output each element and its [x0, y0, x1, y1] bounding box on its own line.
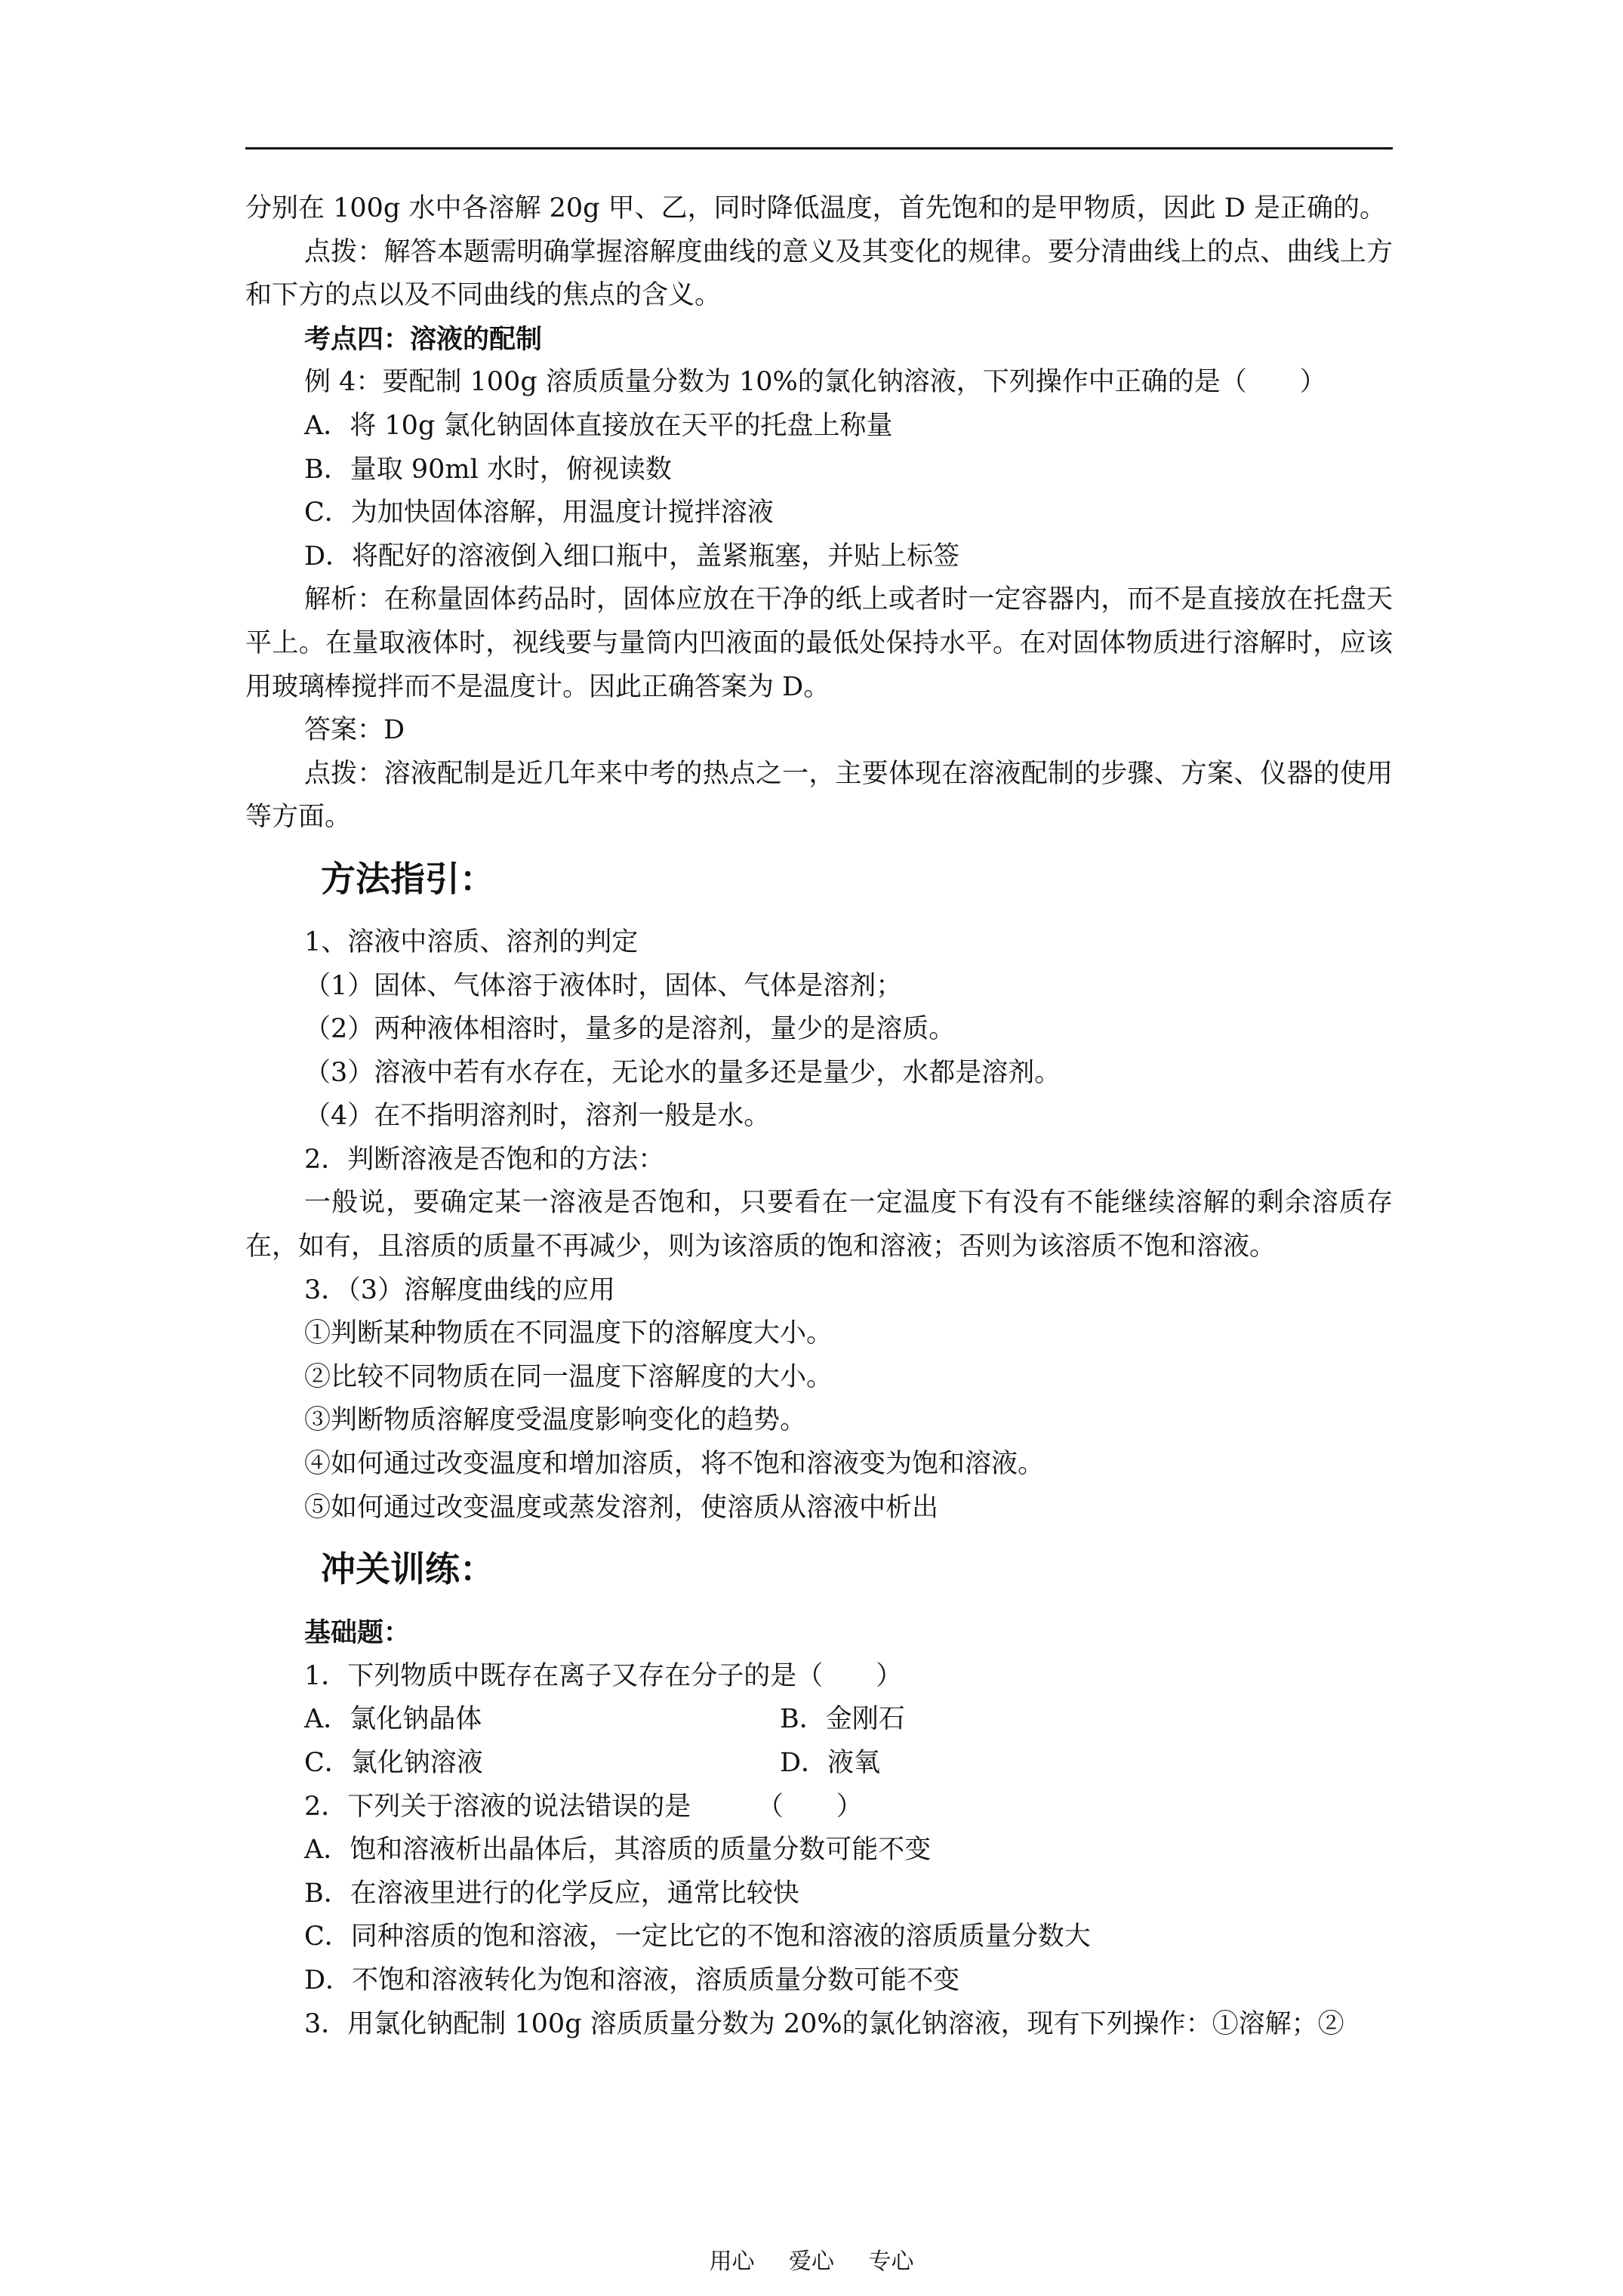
question-1: 1．下列物质中既存在离子又存在分子的是（ ）	[304, 1660, 903, 1691]
method-item-1c: （3）溶液中若有水存在，无论水的量多还是量少，水都是溶剂。	[304, 1057, 1061, 1088]
question-1-option-b: B．金刚石	[780, 1704, 905, 1735]
section-heading-4: 考点四：溶液的配制	[304, 323, 543, 355]
question-1-option-c: C．氯化钠溶液	[304, 1748, 483, 1778]
paragraph-continuation: 分别在 100g 水中各溶解 20g 甲、乙，同时降低温度，首先饱和的是甲物质，因此 D 是正确的。	[245, 193, 1386, 223]
method-item-3a: ①判断某种物质在不同温度下的溶解度大小。	[304, 1318, 833, 1349]
header-rule	[245, 147, 1393, 149]
method-item-1a: （1）固体、气体溶于液体时，固体、气体是溶剂；	[304, 970, 903, 1001]
example-4-option-a: A．将 10g 氯化钠固体直接放在天平的托盘上称量	[304, 410, 893, 441]
question-1-option-a: A．氯化钠晶体	[304, 1704, 482, 1735]
example-4-question: 例 4：要配制 100g 溶质质量分数为 10%的氯化钠溶液，下列操作中正确的是（ ）	[304, 367, 1326, 398]
method-item-2-text: 一般说，要确定某一溶液是否饱和，只要看在一定温度下有没有不能继续溶解的剩余溶质存在，如有，且溶质的质量不再减少，则为该溶质的饱和溶液；否则为该溶质不饱和溶液。	[245, 1188, 1393, 1262]
method-item-3e: ⑤如何通过改变温度或蒸发溶剂，使溶质从溶液中析出	[304, 1492, 939, 1523]
question-1-option-d: D．液氧	[780, 1748, 881, 1778]
question-2-option-d: D．不饱和溶液转化为饱和溶液，溶质质量分数可能不变	[304, 1965, 960, 1996]
example-4-option-b: B．量取 90ml 水时，俯视读数	[304, 454, 672, 485]
method-item-2: 2．判断溶液是否饱和的方法：	[304, 1144, 665, 1175]
method-heading: 方法指引：	[321, 858, 494, 899]
question-2-option-a: A．饱和溶液析出晶体后，其溶质的质量分数可能不变	[304, 1835, 932, 1866]
question-3: 3．用氯化钠配制 100g 溶质质量分数为 20%的氯化钠溶液，现有下列操作：①溶解；②	[304, 2008, 1344, 2039]
question-1-options-row-2	[245, 1742, 1393, 1786]
method-item-3b: ②比较不同物质在同一温度下溶解度的大小。	[304, 1361, 833, 1392]
footer-word-2: 爱心	[789, 2248, 834, 2275]
example-4-option-c: C．为加快固体溶解，用温度计搅拌溶液	[304, 498, 774, 529]
method-item-1b: （2）两种液体相溶时，量多的是溶剂，量少的是溶质。	[304, 1014, 956, 1045]
method-item-1d: （4）在不指明溶剂时，溶剂一般是水。	[304, 1101, 771, 1132]
page-footer	[0, 2242, 1623, 2276]
tip-paragraph: 点拨：解答本题需明确掌握溶解度曲线的意义及其变化的规律。要分清曲线上的点、曲线上方和下方的点以及不同曲线的焦点的含义。	[245, 236, 1393, 311]
analysis-paragraph: 解析：在称量固体药品时，固体应放在干净的纸上或者时一定容器内，而不是直接放在托盘天平上。在量取液体时，视线要与量筒内凹液面的最低处保持水平。在对固体物质进行溶解时，应该用玻璃棒搅拌而不是温度计。因此正确答案为 D。	[245, 584, 1393, 702]
method-item-3d: ④如何通过改变温度和增加溶质，将不饱和溶液变为饱和溶液。	[304, 1449, 1045, 1480]
footer-word-1: 用心	[709, 2248, 755, 2275]
question-1-options-row-1	[245, 1698, 1393, 1742]
question-2-option-b: B．在溶液里进行的化学反应，通常比较快	[304, 1878, 799, 1909]
training-heading: 冲关训练：	[321, 1549, 494, 1590]
footer-word-3: 专心	[868, 2248, 914, 2275]
method-item-3: 3．（3）溶解度曲线的应用	[304, 1274, 616, 1305]
answer-line: 答案：D	[304, 715, 405, 746]
question-2: 2．下列关于溶液的说法错误的是 （ ）	[304, 1791, 863, 1822]
page-content	[245, 187, 1393, 2046]
question-2-option-c: C．同种溶质的饱和溶液，一定比它的不饱和溶液的溶质质量分数大	[304, 1922, 1091, 1952]
method-item-3c: ③判断物质溶解度受温度影响变化的趋势。	[304, 1405, 807, 1436]
method-item-1: 1、溶液中溶质、溶剂的判定	[304, 926, 639, 957]
example-4-option-d: D．将配好的溶液倒入细口瓶中，盖紧瓶塞，并贴上标签	[304, 541, 960, 572]
basic-subheading: 基础题：	[304, 1617, 411, 1649]
tip-paragraph-2: 点拨：溶液配制是近几年来中考的热点之一，主要体现在溶液配制的步骤、方案、仪器的使用等方面。	[245, 758, 1393, 833]
